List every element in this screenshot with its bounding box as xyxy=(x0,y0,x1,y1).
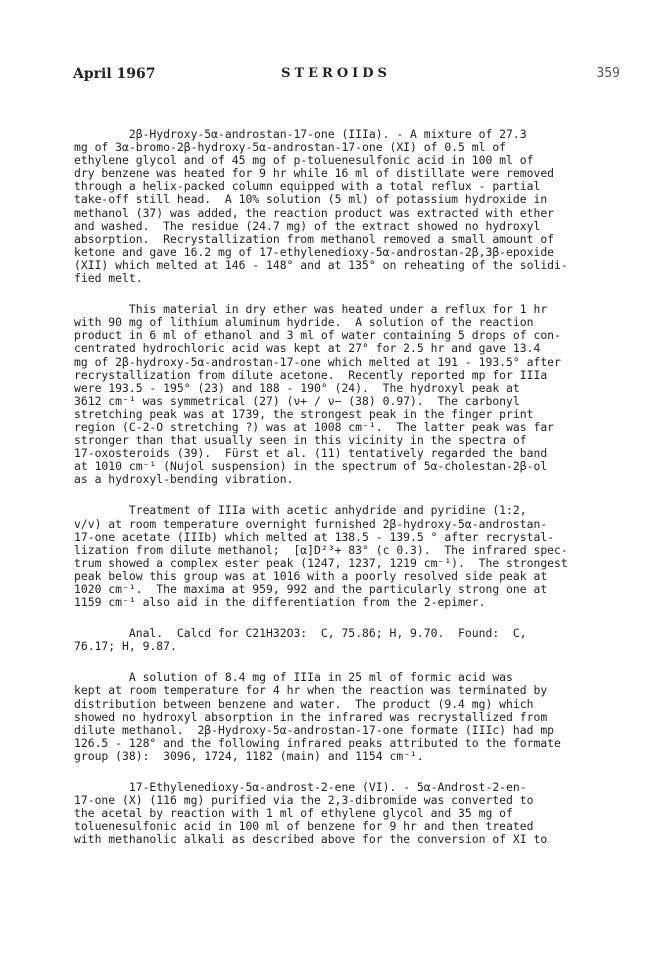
text-line: absorption. Recrystallization from methanol removed a small amount of xyxy=(74,231,555,246)
text-line: recrystallization from dilute acetone. Recently reported mp for IIIa xyxy=(74,367,548,382)
text-line: take-off still head. A 10% solution (5 ml) of potassium hydroxide in xyxy=(74,192,548,207)
paragraph-gap xyxy=(74,285,634,303)
text-line: Treatment of IIIa with acetic anhydride and pyridine (1:2, xyxy=(74,503,527,518)
text-line: fied melt. xyxy=(74,271,143,286)
text-line: Anal. Calcd for C21H32O3: C, 75.86; H, 9.70. Found: C, xyxy=(74,626,527,641)
text-line: v/v) at room temperature overnight furnished 2β-hydroxy-5α-androstan- xyxy=(74,516,548,531)
text-line: trum showed a complex ester peak (1247, 1237, 1219 cm⁻¹). The strongest xyxy=(74,555,568,570)
text-line: 17-one (X) (116 mg) purified via the 2,3-dibromide was converted to xyxy=(74,793,534,808)
text-line: lization from dilute methanol; [α]D²³+ 83° (c 0.3). The infrared spec- xyxy=(74,542,568,557)
article-body xyxy=(74,128,634,847)
text-line: stretching peak was at 1739, the strongest peak in the finger print xyxy=(74,406,534,421)
paragraph xyxy=(74,781,634,846)
text-line: peak below this group was at 1016 with a poorly resolved side peak at xyxy=(74,568,548,583)
text-line: as a hydroxyl-bending vibration. xyxy=(74,472,294,487)
text-line: ketone and gave 16.2 mg of 17-ethylenedioxy-5α-androstan-2β,3β-epoxide xyxy=(74,244,555,259)
text-line: and washed. The residue (24.7 mg) of the extract showed no hydroxyl xyxy=(74,218,541,233)
text-line: (XII) which melted at 146 - 148° and at 135° on reheating of the solidi- xyxy=(74,257,568,272)
text-line: 2β-Hydroxy-5α-androstan-17-one (IIIa). - A mixture of 27.3 xyxy=(74,127,527,141)
text-line: 76.17; H, 9.87. xyxy=(74,639,177,654)
text-line: stronger than that usually seen in this vicinity in the spectra of xyxy=(74,433,527,448)
paragraph xyxy=(74,671,634,763)
text-line: mg of 3α-bromo-2β-hydroxy-5α-androstan-17-one (XI) of 0.5 ml of xyxy=(74,140,507,155)
text-line: region (C-2-O stretching ?) was at 1008 cm⁻¹. The latter peak was far xyxy=(74,419,555,434)
header-page-number: 359 xyxy=(596,66,620,81)
text-line: 17-oxosteroids (39). Fürst et al. (11) tentatively regarded the band xyxy=(74,446,548,461)
paragraph xyxy=(74,303,634,486)
text-line: This material in dry ether was heated under a reflux for 1 hr xyxy=(74,302,548,317)
paragraph-gap xyxy=(74,653,634,671)
paragraph-gap xyxy=(74,763,634,781)
text-line: 17-Ethylenedioxy-5α-androst-2-ene (VI). - 5α-Androst-2-en- xyxy=(74,780,527,795)
text-line: A solution of 8.4 mg of IIIa in 25 ml of formic acid was xyxy=(74,670,513,685)
paragraph-gap xyxy=(74,609,634,627)
text-line: centrated hydrochloric acid was kept at 27° for 2.5 hr and gave 13.4 xyxy=(74,341,541,356)
text-line: 1159 cm⁻¹ also aid in the differentiation from the 2-epimer. xyxy=(74,595,486,610)
paragraph xyxy=(74,627,634,653)
text-line: dilute methanol. 2β-Hydroxy-5α-androstan-17-one formate (IIIc) had mp xyxy=(74,722,555,737)
text-line: kept at room temperature for 4 hr when the reaction was terminated by xyxy=(74,683,548,698)
text-line: showed no hydroxyl absorption in the infrared was recrystallized from xyxy=(74,709,548,724)
text-line: ethylene glycol and of 45 mg of p-toluenesulfonic acid in 100 ml of xyxy=(74,153,534,168)
paragraph xyxy=(74,128,634,285)
text-line: with methanolic alkali as described above for the conversion of XI to xyxy=(74,832,548,847)
text-line: were 193.5 - 195° (23) and 188 - 190° (24). The hydroxyl peak at xyxy=(74,380,520,395)
text-line: 126.5 - 128° and the following infrared peaks attributed to the formate xyxy=(74,735,561,750)
header-date: April 1967 xyxy=(73,66,156,82)
text-line: through a helix-packed column equipped with a total reflux - partial xyxy=(74,179,541,194)
text-line: 3612 cm⁻¹ was symmetrical (27) (ν+ / ν− (38) 0.97). The carbonyl xyxy=(74,393,520,408)
text-line: at 1010 cm⁻¹ (Nujol suspension) in the spectrum of 5α-cholestan-2β-ol xyxy=(74,459,548,474)
text-line: methanol (37) was added, the reaction product was extracted with ether xyxy=(74,205,555,220)
header-journal-title: STEROIDS xyxy=(281,66,391,81)
text-line: dry benzene was heated for 9 hr while 16 ml of distillate were removed xyxy=(74,166,555,181)
text-line: distribution between benzene and water. The product (9.4 mg) which xyxy=(74,696,534,711)
text-line: with 90 mg of lithium aluminum hydride. A solution of the reaction xyxy=(74,315,534,330)
text-line: toluenesulfonic acid in 100 ml of benzene for 9 hr and then treated xyxy=(74,819,534,834)
paragraph xyxy=(74,504,634,609)
text-line: group (38): 3096, 1724, 1182 (main) and 1154 cm⁻¹. xyxy=(74,748,424,763)
paragraph-gap xyxy=(74,486,634,504)
text-line: the acetal by reaction with 1 ml of ethylene glycol and 35 mg of xyxy=(74,806,513,821)
text-line: mg of 2β-hydroxy-5α-androstan-17-one which melted at 191 - 193.5° after xyxy=(74,354,561,369)
text-line: 1020 cm⁻¹. The maxima at 959, 992 and the particularly strong one at xyxy=(74,582,548,596)
text-line: 17-one acetate (IIIb) which melted at 138.5 - 139.5 ° after recrystal- xyxy=(74,529,555,544)
text-line: product in 6 ml of ethanol and 3 ml of water containing 5 drops of con- xyxy=(74,328,561,343)
